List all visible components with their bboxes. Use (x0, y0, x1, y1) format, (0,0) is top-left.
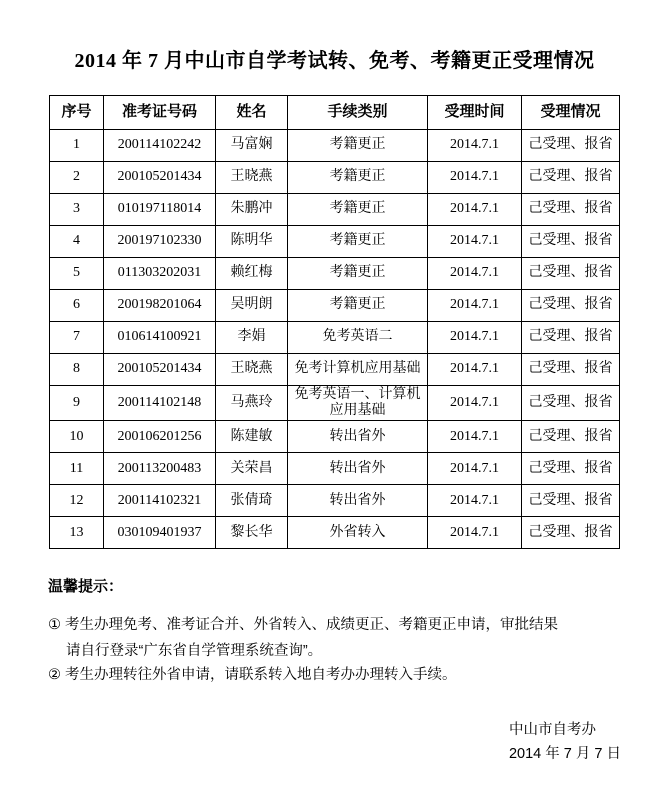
cell-time: 2014.7.1 (428, 354, 522, 386)
cell-exam-no: 200105201434 (104, 354, 216, 386)
cell-name: 张倩琦 (216, 485, 288, 517)
cell-exam-no: 011303202031 (104, 258, 216, 290)
cell-time: 2014.7.1 (428, 386, 522, 421)
cell-type: 考籍更正 (288, 194, 428, 226)
column-header-seq: 序号 (50, 96, 104, 130)
cell-exam-no: 200197102330 (104, 226, 216, 258)
cell-exam-no: 200198201064 (104, 290, 216, 322)
acceptance-table (49, 95, 620, 549)
cell-name: 王晓燕 (216, 354, 288, 386)
cell-time: 2014.7.1 (428, 162, 522, 194)
cell-status: 己受理、报省 (522, 517, 620, 549)
note-item-1-line-2: 请自行登录“广东省自学管理系统查询”。 (66, 643, 323, 660)
cell-seq: 7 (50, 322, 104, 354)
cell-seq: 8 (50, 354, 104, 386)
table-row (50, 386, 620, 421)
cell-name: 李娟 (216, 322, 288, 354)
cell-exam-no: 030109401937 (104, 517, 216, 549)
cell-time: 2014.7.1 (428, 453, 522, 485)
notes-title: 温馨提示： (48, 578, 124, 596)
cell-type: 考籍更正 (288, 258, 428, 290)
cell-type: 转出省外 (288, 421, 428, 453)
signature-org: 中山市自考办 (508, 721, 596, 738)
cell-name: 陈明华 (216, 226, 288, 258)
cell-seq: 10 (50, 421, 104, 453)
cell-seq: 12 (50, 485, 104, 517)
cell-time: 2014.7.1 (428, 517, 522, 549)
cell-status: 己受理、报省 (522, 162, 620, 194)
cell-status: 己受理、报省 (522, 322, 620, 354)
note-item-1-line-1: ① 考生办理免考、准考证合并、外省转入、成绩更正、考籍更正申请，审批结果 (48, 617, 559, 634)
note-item-2: ② 考生办理转往外省申请，请联系转入地自考办办理转入手续。 (48, 667, 457, 684)
cell-exam-no: 200114102242 (104, 130, 216, 162)
cell-type: 考籍更正 (288, 226, 428, 258)
table-body (50, 130, 620, 549)
cell-name: 赖红梅 (216, 258, 288, 290)
table-header-row (50, 96, 620, 130)
cell-type: 考籍更正 (288, 290, 428, 322)
cell-status: 己受理、报省 (522, 386, 620, 421)
cell-status: 己受理、报省 (522, 421, 620, 453)
cell-time: 2014.7.1 (428, 194, 522, 226)
cell-time: 2014.7.1 (428, 485, 522, 517)
column-header-exam-no: 准考证号码 (104, 96, 216, 130)
cell-seq: 13 (50, 517, 104, 549)
cell-exam-no: 200105201434 (104, 162, 216, 194)
notes-section (48, 575, 628, 688)
cell-type: 外省转入 (288, 517, 428, 549)
cell-exam-no: 200106201256 (104, 421, 216, 453)
cell-exam-no: 200113200483 (104, 453, 216, 485)
cell-seq: 3 (50, 194, 104, 226)
cell-type: 免考英语二 (288, 322, 428, 354)
cell-name: 马燕玲 (216, 386, 288, 421)
table-row (50, 226, 620, 258)
column-header-name: 姓名 (216, 96, 288, 130)
cell-name: 朱鹏冲 (216, 194, 288, 226)
cell-time: 2014.7.1 (428, 290, 522, 322)
cell-time: 2014.7.1 (428, 421, 522, 453)
cell-status: 己受理、报省 (522, 258, 620, 290)
cell-seq: 6 (50, 290, 104, 322)
page-title: 2014 年 7 月中山市自学考试转、免考、考籍更正受理情况 (74, 50, 595, 72)
cell-status: 己受理、报省 (522, 194, 620, 226)
cell-type: 免考英语一、计算机 应用基础 (288, 386, 428, 421)
cell-time: 2014.7.1 (428, 322, 522, 354)
cell-seq: 4 (50, 226, 104, 258)
cell-seq: 1 (50, 130, 104, 162)
cell-exam-no: 200114102148 (104, 386, 216, 421)
column-header-type: 手续类别 (288, 96, 428, 130)
table-row (50, 453, 620, 485)
table-row (50, 354, 620, 386)
signature-block (509, 718, 621, 767)
column-header-status: 受理情况 (522, 96, 620, 130)
table-row (50, 290, 620, 322)
cell-status: 己受理、报省 (522, 226, 620, 258)
table-row (50, 421, 620, 453)
cell-status: 己受理、报省 (522, 354, 620, 386)
cell-type: 转出省外 (288, 453, 428, 485)
cell-status: 己受理、报省 (522, 130, 620, 162)
cell-name: 黎长华 (216, 517, 288, 549)
cell-seq: 9 (50, 386, 104, 421)
table-row (50, 485, 620, 517)
cell-type: 考籍更正 (288, 130, 428, 162)
cell-seq: 5 (50, 258, 104, 290)
column-header-time: 受理时间 (428, 96, 522, 130)
cell-name: 王晓燕 (216, 162, 288, 194)
cell-type: 免考计算机应用基础 (288, 354, 428, 386)
cell-exam-no: 010614100921 (104, 322, 216, 354)
cell-status: 己受理、报省 (522, 485, 620, 517)
signature-date: 2014 年 7 月 7 日 (508, 746, 621, 763)
cell-time: 2014.7.1 (428, 258, 522, 290)
cell-time: 2014.7.1 (428, 226, 522, 258)
cell-name: 陈建敏 (216, 421, 288, 453)
cell-exam-no: 010197118014 (104, 194, 216, 226)
cell-name: 吴明朗 (216, 290, 288, 322)
table-row (50, 194, 620, 226)
table-row (50, 258, 620, 290)
table-row (50, 130, 620, 162)
cell-status: 己受理、报省 (522, 453, 620, 485)
cell-name: 马富娴 (216, 130, 288, 162)
cell-seq: 11 (50, 453, 104, 485)
table-row (50, 162, 620, 194)
table-row (50, 322, 620, 354)
cell-exam-no: 200114102321 (104, 485, 216, 517)
cell-type: 考籍更正 (288, 162, 428, 194)
cell-name: 关荣昌 (216, 453, 288, 485)
cell-seq: 2 (50, 162, 104, 194)
table-row (50, 517, 620, 549)
document-page (0, 44, 669, 795)
cell-type: 转出省外 (288, 485, 428, 517)
cell-time: 2014.7.1 (428, 130, 522, 162)
cell-status: 己受理、报省 (522, 290, 620, 322)
